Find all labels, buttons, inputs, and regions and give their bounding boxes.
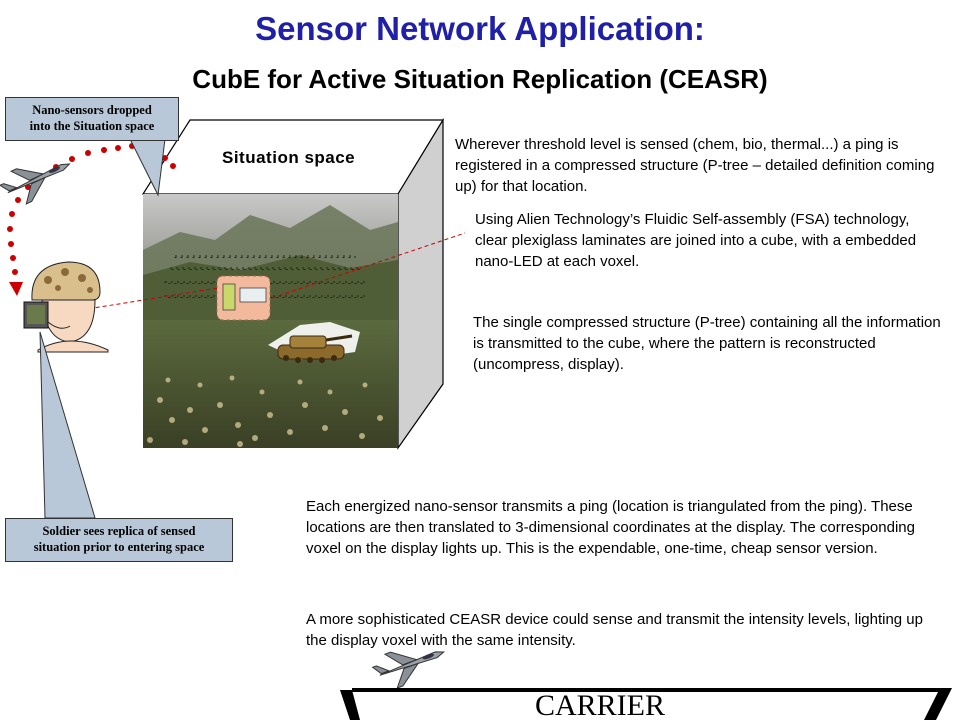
situation-space-label: Situation space xyxy=(222,148,356,167)
page-subtitle: CubE for Active Situation Replication (CEASR) xyxy=(192,64,768,94)
callout-nano-sensors xyxy=(5,97,179,141)
callout-line: situation prior to entering space xyxy=(33,540,205,554)
callout-line: into the Situation space xyxy=(29,119,155,133)
landscape-photo xyxy=(143,194,398,448)
callout-soldier xyxy=(5,518,233,562)
page-title: Sensor Network Application: xyxy=(255,10,705,47)
carrier-label: CARRIER xyxy=(534,689,666,722)
paragraph-fsa: Using Alien Technology’s Fluidic Self-assembly (FSA) technology, clear plexiglass laminates are joined into a cube, with a embedded nano-LED at each voxel. xyxy=(475,211,917,270)
paragraph-threshold: Wherever threshold level is sensed (chem, bio, thermal...) a ping is registered in a compressed structure (P-tree – detailed definition coming up) for that location. xyxy=(455,136,935,195)
callout-line: Nano-sensors dropped xyxy=(32,103,152,117)
jet-icon xyxy=(0,148,77,211)
paragraph-ptree: The single compressed structure (P-tree) containing all the information is transmitted to the cube, where the pattern is reconstructed (uncompress, display). xyxy=(473,314,941,373)
callout-line: Soldier sees replica of sensed xyxy=(42,524,196,538)
paragraph-sophisticated: A more sophisticated CEASR device could sense and transmit the intensity levels, lighting up the display voxel with the same intensity. xyxy=(306,611,923,649)
soldier-icon xyxy=(24,262,108,352)
callout-bottom-pointer xyxy=(40,332,95,518)
paragraph-ping: Each energized nano-sensor transmits a ping (location is triangulated from the ping). These locations are then translated to 3-dimensional coordinates at the display. The corresponding voxel on the display lights up. This is the expendable, one-time, cheap sensor version. xyxy=(306,498,915,557)
